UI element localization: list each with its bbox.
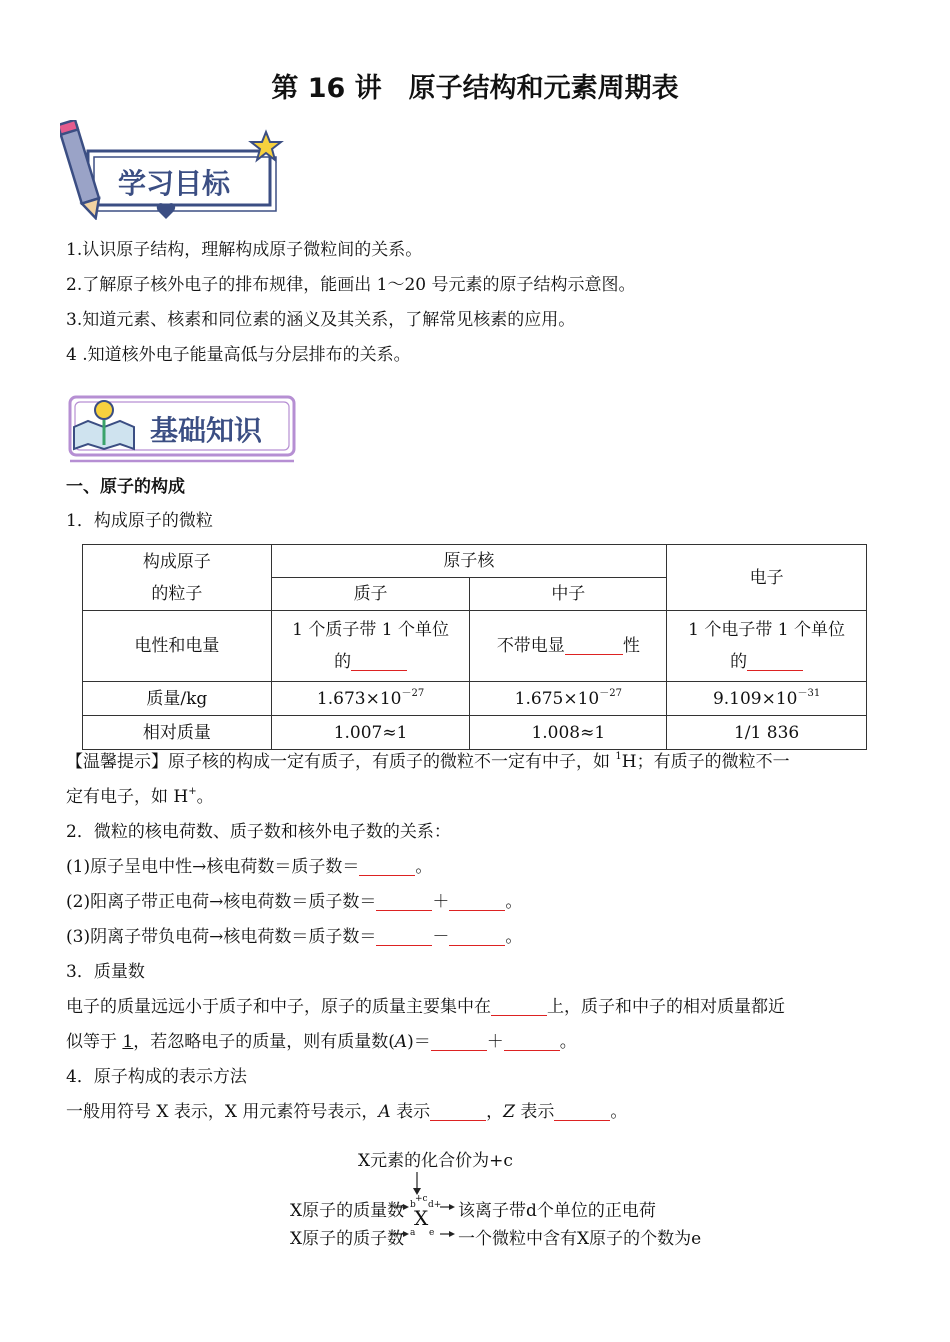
answer-blank xyxy=(376,925,432,946)
diagram-e: e xyxy=(429,1228,435,1238)
answer-blank xyxy=(491,995,547,1016)
electron-header: 电子 xyxy=(667,545,867,611)
answer-blank xyxy=(431,1030,487,1051)
relation-line: (2)阳离子带正电荷→核电荷数＝质子数＝ ＋ 。 xyxy=(66,892,523,912)
learning-goals-label: 学习目标 xyxy=(118,167,231,200)
diagram-charge-label: 该离子带d个单位的正电荷 xyxy=(458,1201,656,1221)
goal-item: 2.了解原子核外电子的排布规律，能画出 1～20 号元素的原子结构示意图。 xyxy=(66,275,636,295)
representation-line: 一般用符号 X 表示，X 用元素符号表示，A 表示 ，Z 表示 。 xyxy=(66,1102,628,1122)
section-heading: 一、原子的构成 xyxy=(66,477,185,497)
goals-list xyxy=(66,233,888,373)
answer-blank xyxy=(359,855,415,876)
table-cell: $1.675\times 10^{-27}$ xyxy=(470,682,667,716)
proton-charge-cell: 1 个质子带 1 个单位 的 xyxy=(271,611,470,682)
body-text xyxy=(66,745,888,1130)
diagram-d: d+ xyxy=(428,1200,442,1210)
diagram-c: +c xyxy=(415,1194,428,1204)
row-label: 相对质量 xyxy=(83,716,272,750)
goal-item: 3.知道元素、核素和同位素的涵义及其关系，了解常见核素的应用。 xyxy=(66,310,576,330)
table-row xyxy=(83,611,867,682)
relation-line: (1)原子呈电中性→核电荷数＝质子数＝ 。 xyxy=(66,857,433,877)
learning-goals-banner xyxy=(60,120,285,220)
subsection-heading: 3．质量数 xyxy=(66,962,145,982)
answer-blank xyxy=(565,634,623,655)
page-title: 第 16 讲 原子结构和元素周期表 xyxy=(271,73,679,104)
proton-header: 质子 xyxy=(271,578,470,611)
diagram-a: a xyxy=(410,1228,416,1238)
answer-blank xyxy=(747,650,803,671)
subsection-heading: 2．微粒的核电荷数、质子数和核外电子数的关系： xyxy=(66,822,451,842)
goal-item: 4 .知道核外电子能量高低与分层排布的关系。 xyxy=(66,345,411,365)
atom-particles-table xyxy=(82,544,867,750)
relation-line: (3)阴离子带负电荷→核电荷数＝质子数＝ － 。 xyxy=(66,927,523,947)
diagram-count-label: 一个微粒中含有X原子的个数为e xyxy=(458,1229,702,1249)
goal-item: 1.认识原子结构，理解构成原子微粒间的关系。 xyxy=(66,240,423,260)
subsection-heading: 4．原子构成的表示方法 xyxy=(66,1067,247,1087)
answer-blank xyxy=(430,1100,486,1121)
mass-line: 似等于 1，若忽略电子的质量，则有质量数(A)＝ ＋ 。 xyxy=(66,1032,577,1052)
answer-blank xyxy=(376,890,432,911)
subsection-heading: 1．构成原子的微粒 xyxy=(66,511,213,531)
table-cell: $1.673\times 10^{-27}$ xyxy=(271,682,470,716)
diagram-proton-label: X原子的质子数 xyxy=(290,1229,405,1249)
answer-blank xyxy=(449,925,505,946)
row-label: 质量/kg xyxy=(83,682,272,716)
table-row xyxy=(83,682,867,716)
diagram-top-label: X元素的化合价为+c xyxy=(358,1151,513,1171)
mass-line: 电子的质量远远小于质子和中子，原子的质量主要集中在 上，质子和中子的相对质量都近 xyxy=(66,997,785,1017)
table-corner-header: 构成原子 的粒子 xyxy=(83,545,272,611)
basic-knowledge-label: 基础知识 xyxy=(150,414,263,447)
electron-charge-cell: 1 个电子带 1 个单位 的 xyxy=(667,611,867,682)
table-cell: 1/1 836 xyxy=(667,716,867,750)
tip-line: 【温馨提示】原子核的构成一定有质子，有质子的微粒不一定有中子，如 $^1$H；有质子的微粒不一 xyxy=(66,751,790,772)
diagram-symbol: X xyxy=(414,1206,429,1230)
table-cell: 1.008≈1 xyxy=(470,716,667,750)
nucleus-header: 原子核 xyxy=(271,545,667,578)
answer-blank xyxy=(504,1030,560,1051)
neutron-charge-cell: 不带电显 性 xyxy=(470,611,667,682)
notation-diagram xyxy=(290,1142,702,1254)
answer-blank xyxy=(351,650,407,671)
table-cell: $9.109\times 10^{-31}$ xyxy=(667,682,867,716)
answer-blank xyxy=(554,1100,610,1121)
diagram-b: b xyxy=(410,1200,416,1210)
basic-knowledge-banner xyxy=(66,393,298,467)
diagram-mass-label: X原子的质量数 xyxy=(290,1201,405,1221)
row-label: 电性和电量 xyxy=(83,611,272,682)
answer-blank xyxy=(449,890,505,911)
neutron-header: 中子 xyxy=(470,578,667,611)
table-cell: 1.007≈1 xyxy=(271,716,470,750)
tip-line: 定有电子，如 H+。 xyxy=(66,786,214,807)
